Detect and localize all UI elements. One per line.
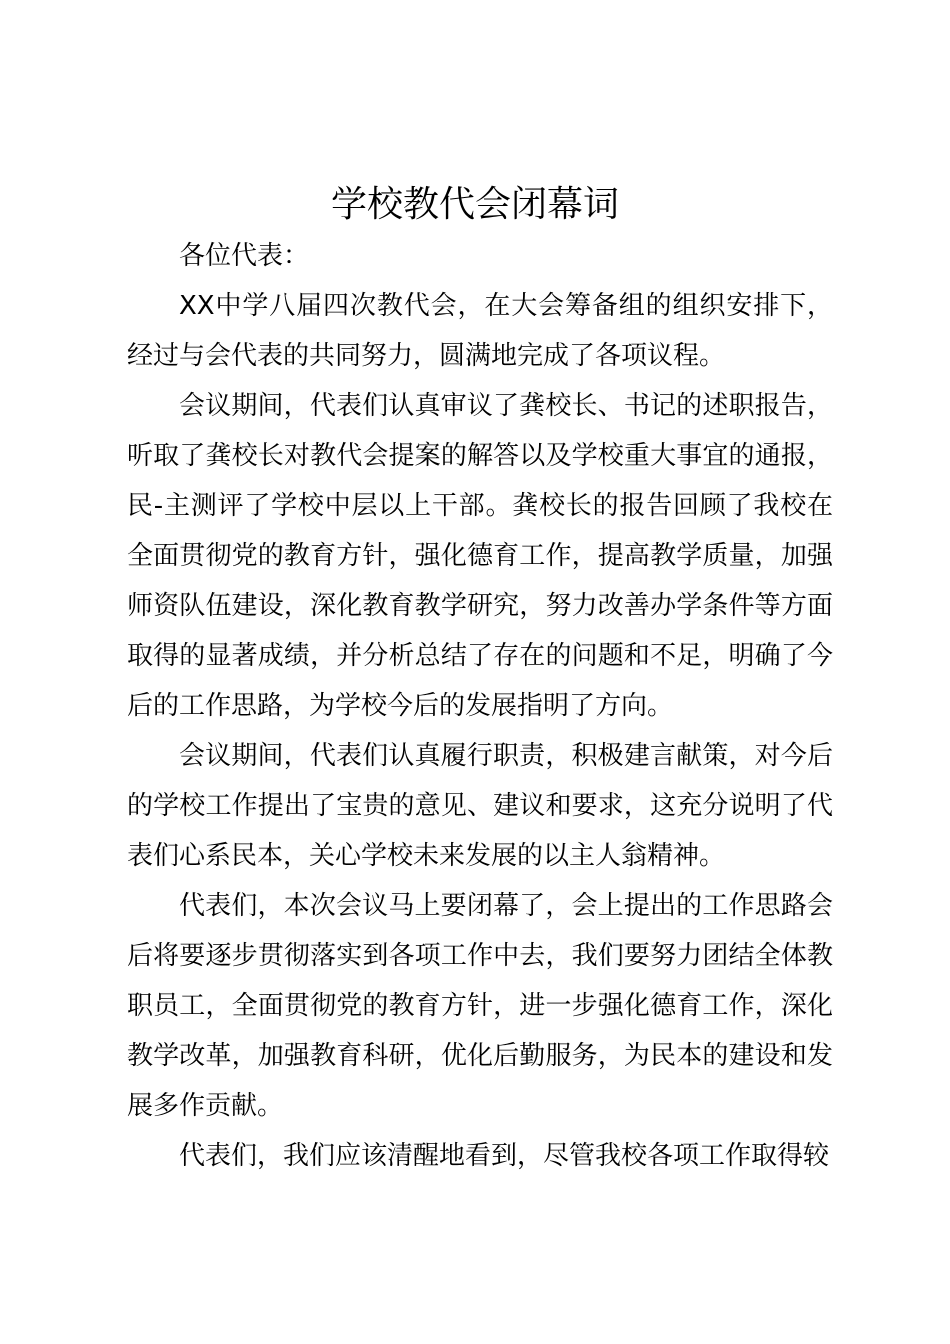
paragraph-2: 会议期间，代表们认真审议了龚校长、书记的述职报告，听取了龚校长对教代会提案的解答以及学校重大事宜的通报，民-主测评了学校中层以上干部。龚校长的报告回顾了我校在全面贯彻党的教育方针，强化德育工作，提高教学质量，加强师资队伍建设，深化教育教学研究，努力改善办学条件等方面取得的显著成绩，并分析总结了存在的问题和不足，明确了今后的工作思路，为学校今后的发展指明了方向。 [127,391,833,721]
paragraph-4: 代表们，本次会议马上要闭幕了，会上提出的工作思路会后将要逐步贯彻落实到各项工作中去，我们要努力团结全体教职员工，全面贯彻党的教育方针，进一步强化德育工作，深化教学改革，加强教育科研，优化后勤服务，为民本的建设和发展多作贡献。 [127,891,833,1121]
paragraph-3: 会议期间，代表们认真履行职责，积极建言献策，对今后的学校工作提出了宝贵的意见、建议和要求，这充分说明了代表们心系民本，关心学校未来发展的以主人翁精神。 [127,741,833,871]
salutation: 各位代表： [179,241,310,271]
document-body [127,231,833,1181]
document-title: 学校教代会闭幕词 [330,184,619,225]
paragraph-5: 代表们，我们应该清醒地看到，尽管我校各项工作取得较 [179,1141,830,1171]
paragraph-1: XX中学八届四次教代会，在大会筹备组的组织安排下，经过与会代表的共同努力，圆满地完成了各项议程。 [127,291,833,371]
